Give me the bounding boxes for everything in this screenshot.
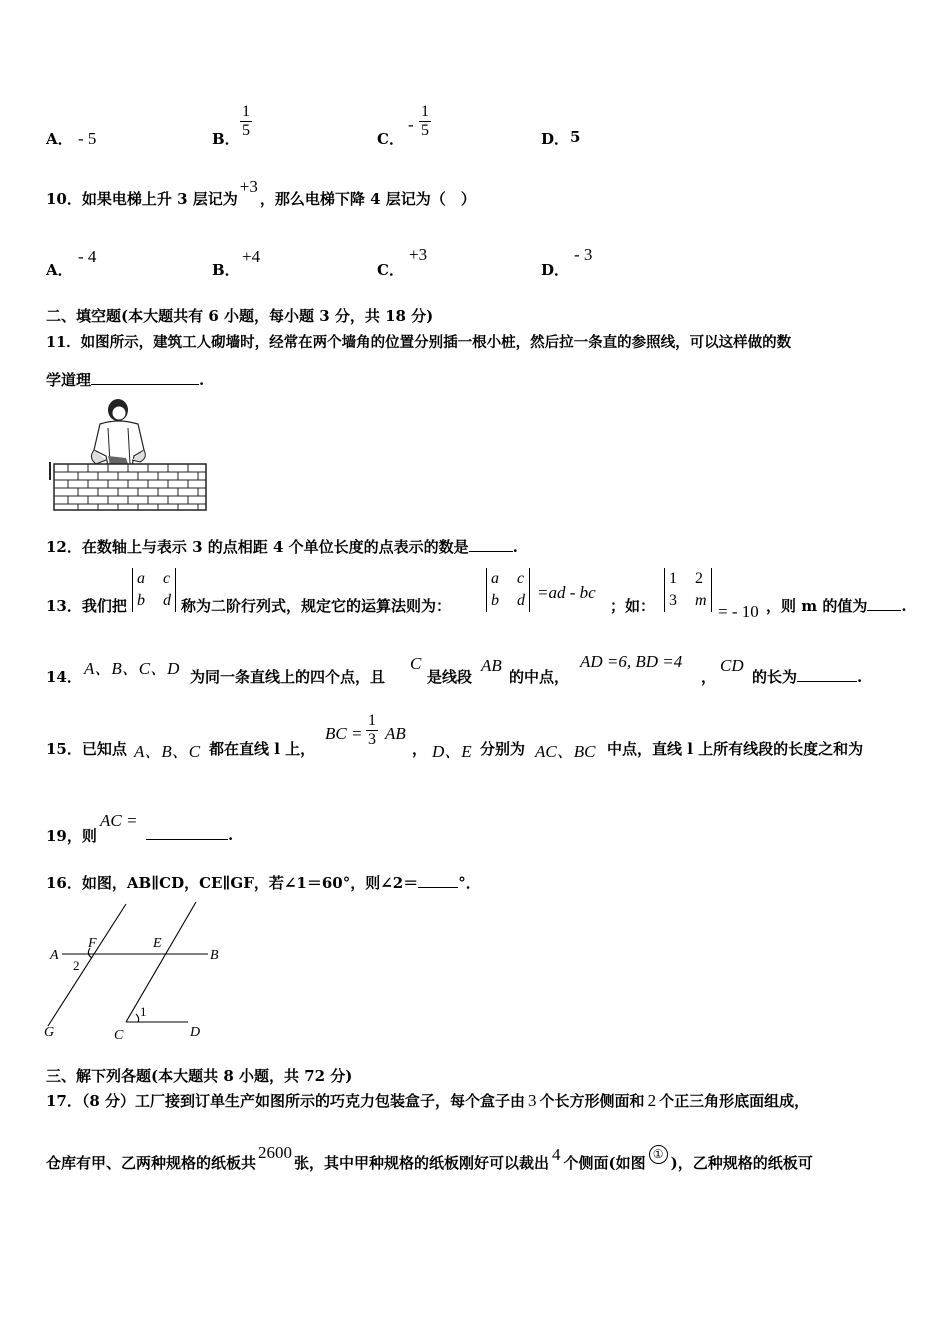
label-g: G	[44, 1025, 55, 1040]
q10-plus3: +3	[239, 177, 258, 196]
q9-option-d-label: D．	[541, 130, 570, 148]
q10-text-1: 10．如果电梯上升 3 层记为	[46, 190, 238, 208]
q11-text: 学道理	[46, 371, 92, 389]
label-angle-1: 1	[140, 1004, 147, 1019]
q17-line1	[46, 1090, 809, 1111]
det-entry: b	[137, 592, 145, 609]
q14-point-c: C	[410, 654, 422, 673]
q17-number-3: 3	[528, 1091, 537, 1110]
q15-bc-equals: BC =	[325, 724, 363, 743]
q17-line2-text-1: 仓库有甲、乙两种规格的纸板共	[46, 1154, 257, 1172]
q15-line2: 19，则	[46, 827, 97, 845]
q15-answer-blank[interactable]	[146, 839, 228, 840]
det-entry: 3	[669, 592, 677, 609]
q17-line2	[46, 1143, 813, 1174]
q9-option-c-fraction	[419, 103, 431, 140]
q10-text-2: ，那么电梯下降 4 层记为（ ）	[259, 190, 476, 208]
q16-stem	[46, 872, 481, 893]
det-entry: a	[137, 570, 145, 587]
q11-line1: 11．如图所示，建筑工人砌墙时，经常在两个墙角的位置分别插一根小桩，然后拉一条直的参照线，可以这样做的数	[46, 334, 792, 351]
fraction-denominator: 5	[242, 122, 250, 139]
q17-number-4: 4	[552, 1145, 561, 1164]
q13-middle-text: 称为二阶行列式，规定它的运算法则为：	[181, 597, 452, 615]
q15-segment-ab: AB	[385, 724, 406, 743]
q14-number: 14．	[46, 668, 82, 686]
q11-line2	[46, 369, 204, 390]
q15-points: A、B、C	[134, 742, 201, 761]
q13-prefix: 13．我们把	[46, 597, 127, 615]
q11-answer-blank[interactable]	[91, 384, 199, 385]
q14-comma: ，	[701, 668, 717, 686]
label-d: D	[190, 1025, 201, 1040]
q13-suffix-text: ，则 m 的值为	[766, 597, 868, 615]
q13-example-text: ；如：	[610, 597, 656, 615]
q17-text-1: 17．（8 分）工厂接到订单生产如图所示的巧克力包装盒子，每个盒子由	[46, 1092, 526, 1110]
det-entry: 1	[669, 570, 677, 587]
det-entry: c	[517, 570, 525, 587]
fraction-numerator: 1	[368, 712, 376, 729]
fraction-denominator: 5	[421, 122, 429, 139]
q14-text-3: 的中点，	[509, 668, 570, 686]
q14-suffix	[752, 666, 862, 687]
det-entry: b	[491, 592, 499, 609]
q15-text-2: 都在直线 l 上，	[209, 740, 316, 758]
det-entry: d	[517, 592, 525, 609]
q12-stem	[46, 536, 518, 557]
q14-answer-blank[interactable]	[797, 681, 857, 682]
q14-text-1: 为同一条直线上的四个点，且	[190, 668, 386, 686]
q10-option-b-value: +4	[242, 247, 261, 266]
q15-text-3: 分别为	[480, 740, 526, 758]
q9-option-d-value: 5	[570, 128, 581, 146]
q17-text-3: 个正三角形底面组成，	[659, 1092, 810, 1110]
q14-points: A、B、C、D	[84, 659, 180, 678]
q13-determinant-example	[664, 568, 712, 612]
line-gf	[48, 904, 126, 1026]
parallel-lines-figure	[40, 898, 240, 1042]
det-entry: m	[695, 592, 707, 609]
q9-option-a-value: - 5	[78, 129, 97, 148]
q10-option-b-label: B．	[212, 261, 240, 279]
label-b: B	[210, 948, 219, 963]
line-ce	[126, 902, 196, 1022]
q15-answer	[146, 825, 233, 844]
fraction-numerator: 1	[242, 103, 250, 120]
q14-segment-cd: CD	[720, 656, 744, 675]
det-entry: d	[163, 592, 171, 609]
q13-suffix	[766, 595, 907, 616]
q12-answer-blank[interactable]	[469, 551, 513, 552]
q15-comma: ，	[412, 740, 428, 758]
q9-option-b-label: B．	[212, 130, 240, 148]
q17-line2-text-2: 张，其中甲种规格的纸板刚好可以裁出	[294, 1154, 550, 1172]
bricklayer-illustration	[48, 398, 212, 512]
q10-option-a-label: A．	[46, 261, 73, 279]
q15-segments: AC、BC	[535, 742, 596, 761]
q17-line2-text-4: )，乙种规格的纸板可	[670, 1154, 813, 1172]
q14-text-4: 的长为	[752, 668, 798, 686]
q9-option-b-fraction	[240, 103, 252, 140]
label-a: A	[50, 948, 59, 963]
q15-ac-equals: AC =	[100, 811, 138, 830]
q12-text: 12．在数轴上与表示 3 的点相距 4 个单位长度的点表示的数是	[46, 538, 469, 556]
fraction-denominator: 3	[368, 731, 376, 748]
q17-text-2: 个长方形侧面和	[539, 1092, 645, 1110]
q17-number-2600: 2600	[258, 1143, 293, 1162]
q13-rule-formula: =ad - bc	[537, 583, 596, 602]
det-entry: 2	[695, 570, 703, 587]
q11-end: .	[199, 371, 205, 389]
q15-text-1: 15．已知点	[46, 740, 127, 758]
q13-end: .	[901, 597, 907, 615]
label-f: F	[88, 936, 97, 951]
fraction-numerator: 1	[421, 103, 429, 120]
q10-option-d-label: D．	[541, 261, 570, 279]
q13-determinant-definition	[132, 568, 176, 612]
section2-title: 二、填空题(本大题共有 6 小题，每小题 3 分，共 18 分)	[46, 307, 434, 325]
q16-end: °．	[458, 874, 481, 892]
q13-answer-blank[interactable]	[867, 610, 901, 611]
q14-end: .	[857, 668, 863, 686]
q10-option-a-value: - 4	[78, 247, 97, 266]
q10-option-c-value: +3	[409, 245, 428, 264]
q10-option-d-value: - 3	[574, 245, 593, 264]
q15-end: .	[228, 826, 234, 844]
det-entry: c	[163, 570, 171, 587]
q14-text-2: 是线段	[427, 668, 473, 686]
q15-fraction	[366, 712, 378, 749]
q15-text-4: 中点，直线 l 上所有线段的长度之和为	[607, 740, 864, 758]
q10-option-c-label: C．	[377, 261, 404, 279]
q13-example-result: = - 10	[718, 602, 759, 621]
q14-condition: AD =6, BD =4	[580, 652, 683, 671]
q9-option-c-sign: -	[408, 115, 414, 134]
q13-determinant-rule	[486, 568, 530, 612]
q12-end: .	[512, 538, 518, 556]
q16-text: 16．如图，AB∥CD，CE∥GF，若∠1＝60°，则∠2＝	[46, 874, 419, 892]
q10-stem	[46, 177, 476, 209]
q17-number-2: 2	[647, 1091, 657, 1110]
q14-segment-ab: AB	[481, 656, 502, 675]
q9-option-a-label: A．	[46, 130, 73, 148]
label-e: E	[153, 936, 162, 951]
angle-1-arc	[136, 1014, 139, 1022]
det-entry: a	[491, 570, 499, 587]
q16-answer-blank[interactable]	[418, 887, 458, 888]
label-c: C	[114, 1028, 124, 1042]
label-angle-2: 2	[73, 958, 80, 973]
section3-title: 三、解下列各题(本大题共 8 小题，共 72 分)	[46, 1067, 353, 1085]
q17-line2-text-3: 个侧面(如图	[563, 1154, 646, 1172]
q15-points-de: D、E	[432, 742, 472, 761]
q9-option-c-label: C．	[377, 130, 404, 148]
circled-one-icon: ①	[649, 1145, 668, 1164]
